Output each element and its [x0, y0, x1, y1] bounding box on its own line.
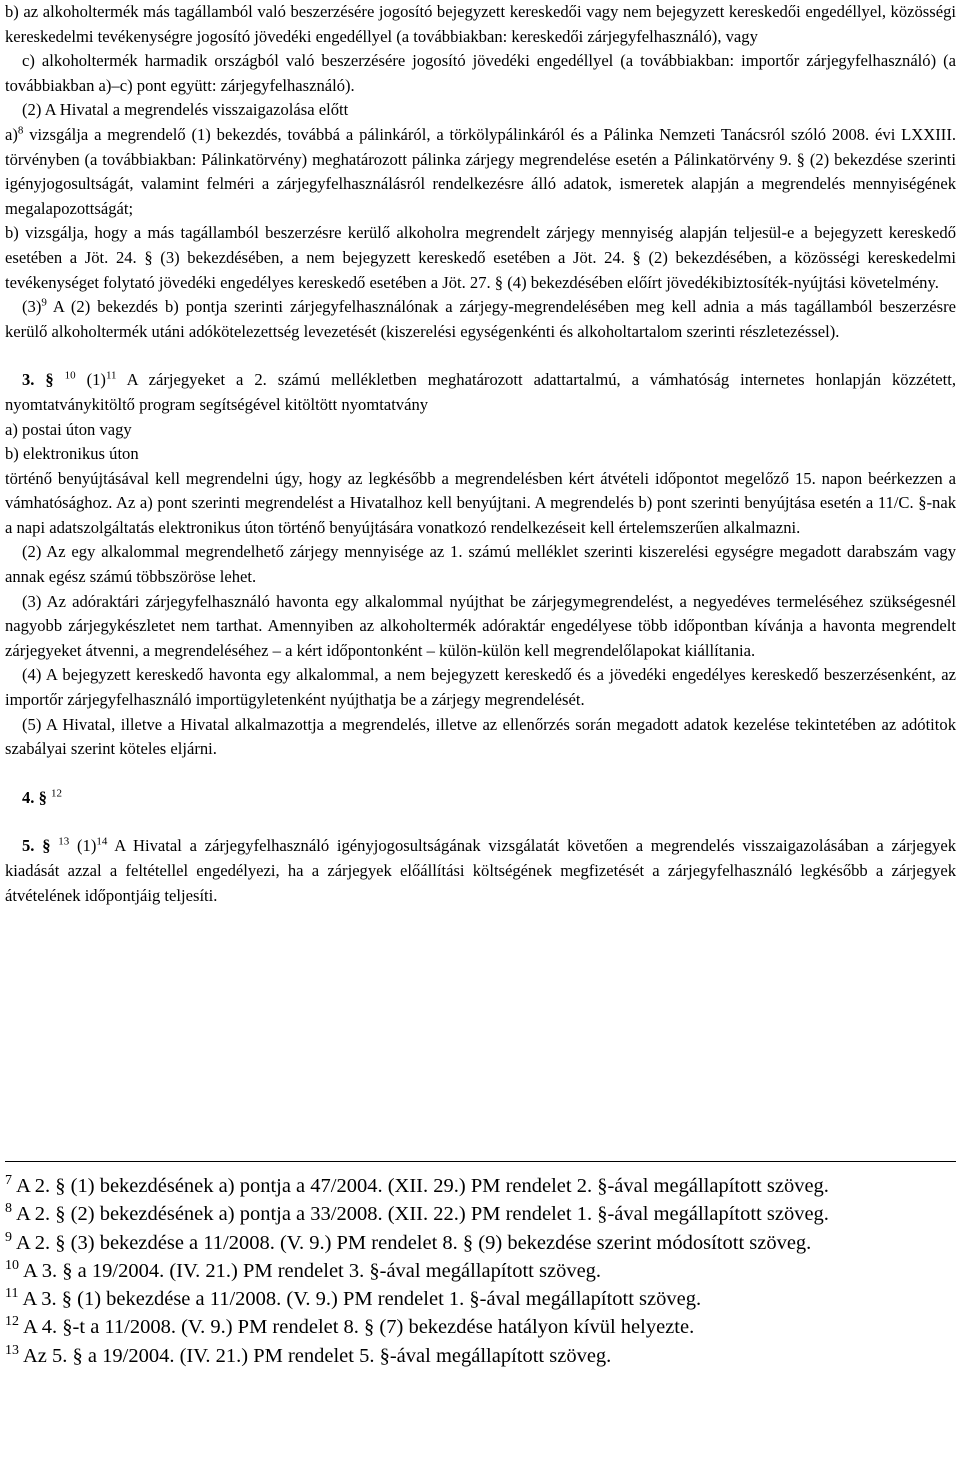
- footnote-ref[interactable]: 9: [41, 296, 47, 309]
- section-number: 5. §: [22, 836, 51, 856]
- paragraph-b: b) az alkoholtermék más tagállamból való beszerzésére jogosító bejegyzett kereskedői vagy nem bejegyzett kereskedői engedéllyel, közösségi kereskedelmi tevékenységre jogosító jövedéki engedéllyel (a továbbiakban: kereskedői zárjegyfelhasználó), vagy: [5, 2, 956, 46]
- footnote-10: [5, 1257, 956, 1285]
- paragraph-c: c) alkoholtermék harmadik országból való beszerzésére jogosító jövedéki engedéllyel (a továbbiakban: importőr zárjegyfelhasználó) (a továbbiakban a)–c) pont együtt: zárjegyfelhasználó).: [5, 51, 956, 95]
- section-3-paragraph-4: (4) A bejegyzett kereskedő havonta egy alkalommal, a nem bejegyzett kereskedő és a jövedéki engedélyes kereskedő beszerzésenként, az importőr zárjegyfelhasználó importügyletenként nyújthatja be a zárjegy megrendelését.: [5, 665, 956, 710]
- footnote-text: A 2. § (1) bekezdésének a) pontja a 47/2004. (XII. 29.) PM rendelet 2. §-ával megállapított szöveg.: [12, 1175, 829, 1197]
- footnote-text: A 2. § (2) bekezdésének a) pontja a 33/2008. (XII. 22.) PM rendelet 1. §-ával megállapított szöveg.: [12, 1203, 829, 1226]
- section-3-paragraph-2: (2) Az egy alkalommal megrendelhető zárjegy mennyisége az 1. számú melléklet szerinti kiszerelési egységre megadott darabszám vagy annak egész számú többszöröse lehet.: [5, 542, 956, 587]
- section-5-paragraph-1: [5, 834, 956, 908]
- section-3-paragraph-1: [5, 368, 956, 417]
- footnote-number: 13: [5, 1342, 19, 1358]
- footnote-9: [5, 1229, 956, 1257]
- footnote-text: A 2. § (3) bekezdése a 11/2008. (V. 9.) PM rendelet 8. § (9) bekezdése szerint módosított szöveg.: [12, 1231, 812, 1254]
- section-3-continuation: történő benyújtásával kell megrendelni úgy, hogy az legkésőbb a megrendelésben kért átvételi időpontot megelőző 15. napon beérkezzen a vámhatósághoz. Az a) pont szerinti megrendelést a Hivatalhoz kell benyújtani. A megrendelés b) pont szerinti benyújtása esetén a 11/C. §-nak a napi adatszolgáltatás elektronikus úton történő benyújtására vonatkozó rendelkezéseit kell értelemszerűen alkalmazni.: [5, 468, 956, 537]
- paragraph-text: A (2) bekezdés b) pontja szerinti zárjegyfelhasználónak a zárjegy-megrendelésében meg kell adnia a más tagállamból beszerzésre kerülő alkoholtermék utáni adókötelezettség levezetését (kiszerelési egységenkénti és alkoholtartalom szerinti részletezéssel).: [5, 297, 956, 341]
- paragraph-2a: [5, 123, 956, 221]
- footnote-11: [5, 1285, 956, 1313]
- point-label: (1): [69, 836, 97, 856]
- paragraph-text: vizsgálja a megrendelő (1) bekezdés, továbbá a pálinkáról, a törkölypálinkáról és a Pálinka Nemzeti Tanácsról szóló 2008. évi LXXIII. törvényben (a továbbiakban: Pálinkatörvény) meghatározott pálinka zárjegy megrendelése esetén a Pálinkatörvény 9. § (2) bekezdése szerinti igényjogosultságát, valamint felméri a zárjegyfelhasználásról rendelkezésre álló adatok, ismeretek alapján a megrendelés mennyiségének megalapozottságát;: [5, 124, 956, 218]
- footnote-7: [5, 1172, 956, 1200]
- footnote-13: [5, 1342, 956, 1370]
- point-label: (3): [22, 297, 42, 317]
- paragraph-2: (2) A Hivatal a megrendelés visszaigazolása előtt: [22, 100, 349, 120]
- footnote-text: A 4. §-t a 11/2008. (V. 9.) PM rendelet 8. § (7) bekezdése hatályon kívül helyezte.: [19, 1316, 695, 1339]
- footnote-number: 7: [5, 1173, 12, 1189]
- footnote-divider: [5, 1161, 956, 1162]
- footnote-12: [5, 1313, 956, 1341]
- paragraph-text: A Hivatal a zárjegyfelhasználó igényjogosultságának vizsgálatát követően a megrendelés visszaigazolásában a zárjegyek kiadását azzal a feltétellel engedélyezi, ha a zárjegyek előállítási költségének megfizetését a zárjegyfelhasználó legkésőbb a zárjegyek átvételének időpontjáig teljesíti.: [5, 836, 957, 905]
- document-body: [5, 0, 956, 908]
- point-label: (1): [75, 370, 106, 390]
- section-3-paragraph-3: (3) Az adóraktári zárjegyfelhasználó havonta egy alkalommal nyújthat be zárjegymegrendelést, a negyedéves termeléséhez szükségesnél nagyobb zárjegykészletet nem tarthat. Amennyiben az alkoholtermék adóraktár engedélyese több időpontban kívánja a havonta megrendelt zárjegyeket átvenni, a megrendeléséhez – a kért időpontonként – külön-külön kell megrendelőlapokat kiállítania.: [5, 591, 956, 660]
- footnote-ref[interactable]: 11: [105, 369, 117, 382]
- footnote-ref[interactable]: 12: [51, 787, 63, 800]
- footnote-8: [5, 1200, 956, 1228]
- section-4-heading: [5, 786, 956, 811]
- section-number: 4. §: [22, 787, 47, 807]
- footnotes: [5, 1172, 956, 1370]
- section-number: 3. §: [22, 370, 54, 390]
- footnote-text: A 3. § (1) bekezdése a 11/2008. (V. 9.) PM rendelet 1. §-ával megállapított szöveg.: [18, 1288, 702, 1311]
- footnote-number: 10: [5, 1258, 19, 1274]
- footnote-ref[interactable]: 14: [96, 835, 108, 848]
- footnote-ref[interactable]: 10: [64, 369, 76, 382]
- footnote-text: A 3. § a 19/2004. (IV. 21.) PM rendelet 3. §-ával megállapított szöveg.: [19, 1259, 602, 1282]
- footnote-ref[interactable]: 8: [17, 124, 24, 137]
- paragraph-3: [5, 295, 956, 344]
- paragraph-2b: b) vizsgálja, hogy a más tagállamból beszerzésre kerülő alkoholra megrendelt zárjegy mennyiség alapján teljesül-e a bejegyzett kereskedő esetében a Jöt. 24. § (3) bekezdésében, a nem bejegyzett kereskedő esetében a Jöt. 24. § (2) bekezdésében, a közösségi kereskedelmi tevékenységet folytató jövedéki engedélyes kereskedő esetében a Jöt. 27. § (4) bekezdésében előírt jövedékibiztosíték-nyújtási követelmény.: [5, 223, 956, 292]
- paragraph-text: A zárjegyeket a 2. számú mellékletben meghatározott adattartalmú, a vámhatóság internetes honlapján közzétett, nyomtatványkitöltő program segítségével kitöltött nyomtatvány: [5, 370, 957, 414]
- footnote-text: Az 5. § a 19/2004. (IV. 21.) PM rendelet 5. §-ával megállapított szöveg.: [19, 1344, 612, 1367]
- footnote-number: 12: [5, 1314, 19, 1330]
- point-label: a): [5, 124, 18, 144]
- footnote-number: 9: [5, 1229, 12, 1245]
- footnote-number: 8: [5, 1201, 12, 1217]
- section-3-point-a: a) postai úton vagy: [5, 419, 132, 439]
- section-3-point-b: b) elektronikus úton: [5, 444, 139, 464]
- section-3-paragraph-5: (5) A Hivatal, illetve a Hivatal alkalmazottja a megrendelés, illetve az ellenőrzés során megadott adatok kezelése tekintetében az adótitok szabályai szerint köteles eljárni.: [5, 714, 956, 759]
- footnote-ref[interactable]: 13: [58, 835, 70, 848]
- footnote-number: 11: [5, 1286, 19, 1302]
